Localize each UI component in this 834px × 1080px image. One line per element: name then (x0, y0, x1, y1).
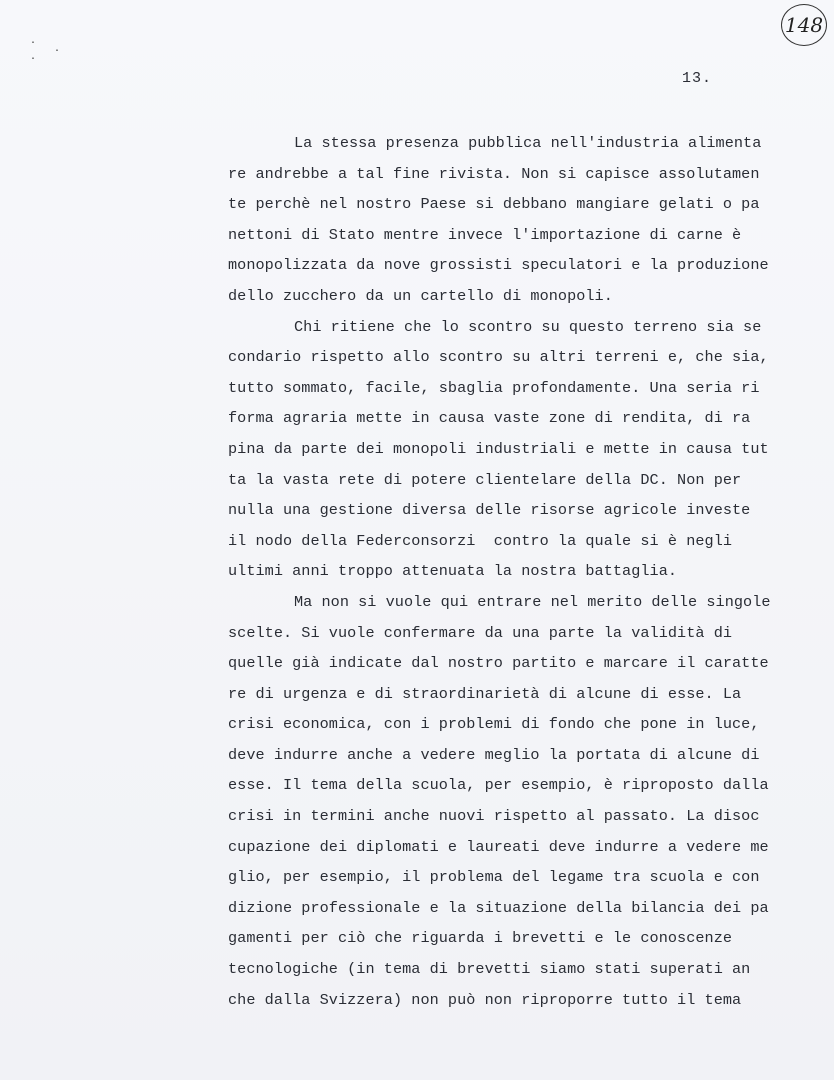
text-line: dizione professionale e la situazione della bilancia dei pa (228, 898, 769, 917)
text-line: pina da parte dei monopoli industriali e mette in causa tut (228, 439, 769, 458)
text-line: Chi ritiene che lo scontro su questo terreno sia se (294, 317, 762, 336)
text-line: gamenti per ciò che riguarda i brevetti e le conoscenze (228, 929, 733, 948)
text-line: cupazione dei diplomati e laureati deve indurre a vedere me (228, 837, 769, 856)
text-line: ta la vasta rete di potere clientelare della DC. Non per (228, 470, 742, 489)
text-line: deve indurre anche a vedere meglio la portata di alcune di (228, 745, 760, 764)
text-line: re andrebbe a tal fine rivista. Non si capisce assolutamen (228, 164, 760, 183)
text-line: nulla una gestione diversa delle risorse agricole investe (228, 501, 751, 520)
text-line: quelle già indicate dal nostro partito e marcare il caratte (228, 654, 769, 673)
text-line: monopolizzata da nove grossisti speculatori e la produzione (228, 256, 769, 275)
text-line: il nodo della Federconsorzi contro la quale si è negli (228, 531, 733, 550)
text-line: condario rispetto allo scontro su altri terreni e, che sia, (228, 348, 769, 367)
page-number: 13. (682, 70, 713, 87)
text-line: La stessa presenza pubblica nell'industria alimenta (294, 134, 762, 152)
text-line: crisi in termini anche nuovi rispetto al passato. La disoc (228, 807, 760, 826)
text-line: crisi economica, con i problemi di fondo che pone in luce, (228, 715, 760, 734)
text-line: che dalla Svizzera) non può non riproporre tutto il tema (228, 990, 742, 1009)
body-text (228, 128, 820, 1015)
text-line: dello zucchero da un cartello di monopoli. (228, 286, 613, 305)
text-line: Ma non si vuole qui entrare nel merito delle singole (294, 592, 771, 611)
text-line: nettoni di Stato mentre invece l'importazione di carne è (228, 225, 742, 244)
text-line: esse. Il tema della scuola, per esempio, è riproposto dalla (228, 776, 769, 795)
text-line: te perchè nel nostro Paese si debbano mangiare gelati o pa (228, 195, 760, 214)
text-line: ultimi anni troppo attenuata la nostra battaglia. (228, 562, 678, 581)
scan-specks: · · · (30, 38, 61, 65)
text-line: glio, per esempio, il problema del legame tra scuola e con (228, 868, 760, 887)
text-line: tutto sommato, facile, sbaglia profondamente. Una seria ri (228, 378, 760, 397)
text-line: tecnologiche (in tema di brevetti siamo stati superati an (228, 960, 751, 979)
archive-number-stamp: 148 (781, 4, 827, 46)
text-line: scelte. Si vuole confermare da una parte la validità di (228, 623, 733, 642)
text-line: re di urgenza e di straordinarietà di alcune di esse. La (228, 684, 742, 703)
text-line: forma agraria mette in causa vaste zone di rendita, di ra (228, 409, 751, 428)
